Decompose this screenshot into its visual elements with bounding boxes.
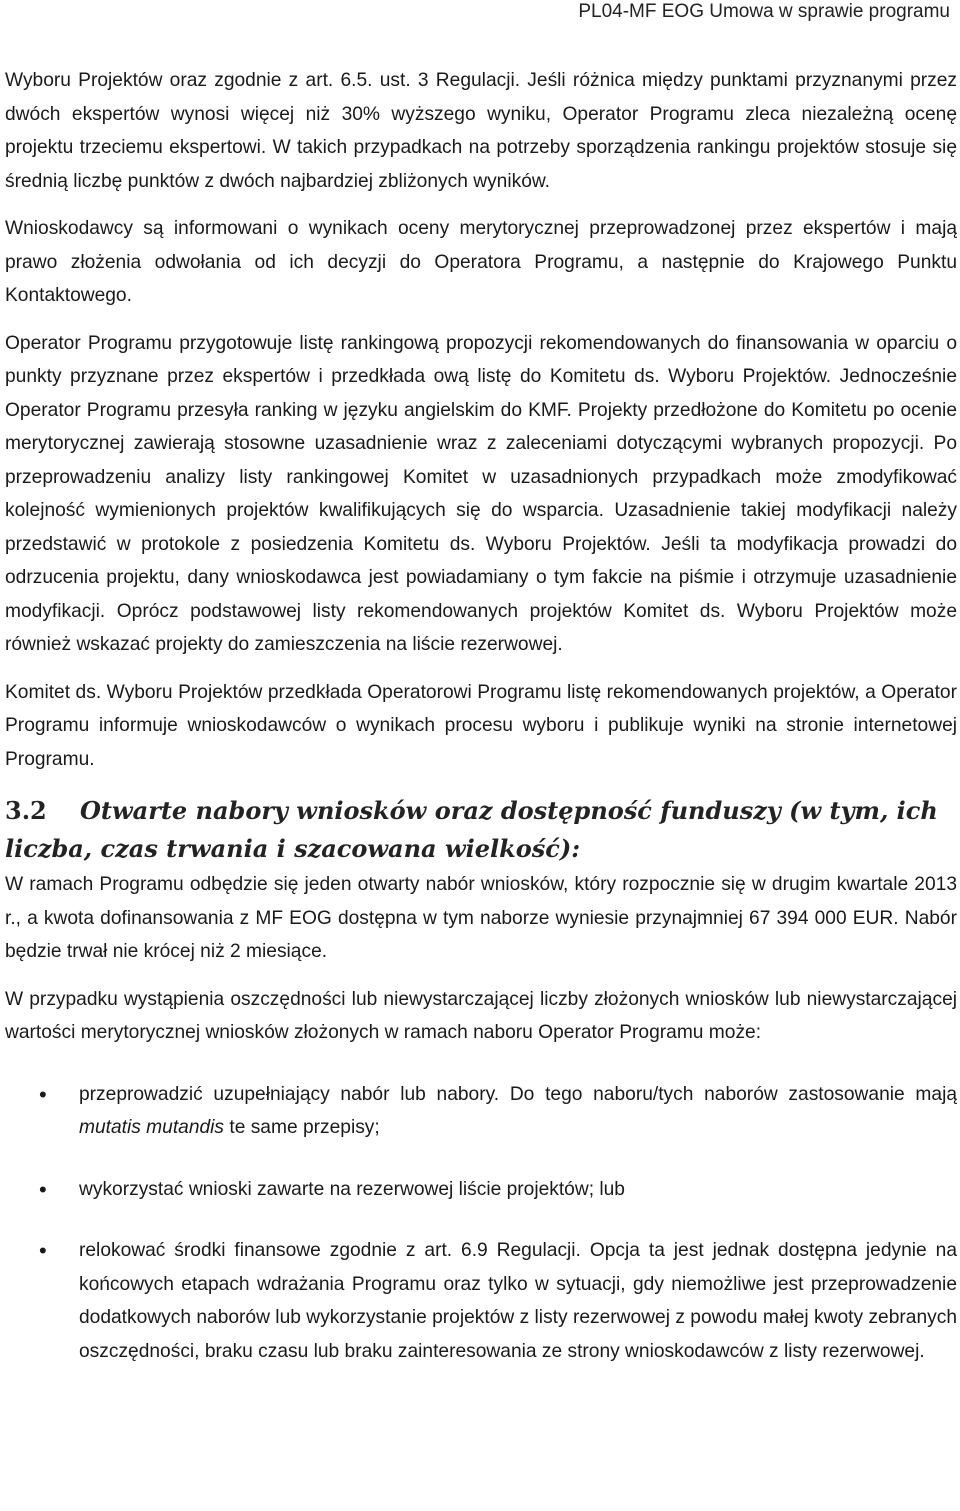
paragraph-committee-recommendation: Komitet ds. Wyboru Projektów przedkłada Operatorowi Programu listę rekomendowanych projektów, a Operator Programu informuje wnioskodawców o wynikach procesu wyboru i publikuje wyniki na stronie internetowej Programu. bbox=[5, 681, 957, 770]
bullet-icon: • bbox=[39, 1238, 47, 1263]
section-number: 3.2 bbox=[5, 796, 47, 825]
list-item bbox=[5, 1078, 957, 1145]
paragraph-expert-evaluation: Wyboru Projektów oraz zgodnie z art. 6.5. ust. 3 Regulacji. Jeśli różnica między punktami przyznanymi przez dwóch ekspertów wynosi więcej niż 30% wyższego wyniku, Operator Programu zleca niezależną ocenę projektu trzeciemu ekspertowi. W takich przypadkach na potrzeby sporządzenia rankingu projektów stosuje się średnią liczbę punktów z dwóch najbardziej zbliżonych wyników. bbox=[5, 70, 957, 192]
list-item bbox=[5, 1173, 957, 1207]
paragraph-open-call: W ramach Programu odbędzie się jeden otwarty nabór wniosków, który rozpocznie się w drugim kwartale 2013 r., a kwota dofinansowania z MF EOG dostępna w tym naborze wyniesie przynajmniej 67 394 000 EUR. Nabór będzie trwał nie krócej niż 2 miesiące. bbox=[5, 874, 957, 962]
section-title: Otwarte nabory wniosków oraz dostępność funduszy (w tym, ich liczba, czas trwania i szacowana wielkość): bbox=[5, 796, 938, 863]
list-item-text: wykorzystać wnioski zawarte na rezerwowej liście projektów; lub bbox=[79, 1178, 625, 1200]
list-item-text: relokować środki finansowe zgodnie z art. 6.9 Regulacji. Opcja ta jest jednak dostępna jedynie na końcowych etapach wdrażania Programu oraz tylko w sytuacji, gdy niemożliwe jest przeprowadzenie dodatkowych naborów lub wykorzystanie projektów z listy rezerwowej z powodu małej kwoty zebranych oszczędności, braku czasu lub braku zainteresowania ze strony wnioskodawców z listy rezerwowej. bbox=[79, 1240, 957, 1362]
document-body bbox=[5, 64, 957, 1396]
paragraph-ranking-list: Operator Programu przygotowuje listę rankingową propozycji rekomendowanych do finansowania w oparciu o punkty przyznane przez ekspertów i przedkłada ową listę do Komitetu ds. Wyboru Projektów. Jednocześnie Operator Programu przesyła ranking w języku angielskim do KMF. Projekty przedłożone do Komitetu po ocenie merytorycznej zawierają stosowne uzasadnienie wraz z zaleceniami dotyczącymi wybranych propozycji. Po przeprowadzeniu analizy listy rankingowej Komitet w uzasadnionych przypadkach może zmodyfikować kolejność wymienionych projektów kwalifikujących się do wsparcia. Uzasadnienie takiej modyfikacji należy przedstawić w protokole z posiedzenia Komitetu ds. Wyboru Projektów. Jeśli ta modyfikacja prowadzi do odrzucenia projektu, dany wnioskodawca jest powiadamiany o tym fakcie na piśmie i otrzymuje uzasadnienie modyfikacji. Oprócz podstawowej listy rekomendowanych projektów Komitet ds. Wyboru Projektów może również wskazać projekty do zamieszczenia na liście rezerwowej. bbox=[5, 332, 957, 655]
list-item-text-end: te same przepisy; bbox=[224, 1117, 380, 1138]
bullet-icon: • bbox=[39, 1081, 47, 1107]
section-heading bbox=[5, 792, 957, 868]
paragraph-appeal-rights: Wnioskodawcy są informowani o wynikach oceny merytorycznej przeprowadzonej przez ekspertów i mają prawo złożenia odwołania od ich decyzji do Operatora Programu, a następnie do Krajowego Punktu Kontaktowego. bbox=[5, 218, 957, 306]
bullet-icon: • bbox=[39, 1176, 47, 1202]
latin-term: mutatis mutandis bbox=[79, 1117, 225, 1138]
list-item bbox=[5, 1234, 957, 1368]
document-header: PL04-MF EOG Umowa w sprawie programu bbox=[578, 1, 950, 22]
paragraph-savings-options: W przypadku wystąpienia oszczędności lub niewystarczającej liczby złożonych wniosków lub niewystarczającej wartości merytorycznej wniosków złożonych w ramach naboru Operator Programu może: bbox=[5, 988, 957, 1043]
options-list bbox=[5, 1078, 957, 1369]
list-item-text: przeprowadzić uzupełniający nabór lub nabory. Do tego naboru/tych naborów zastosowanie mają bbox=[79, 1083, 957, 1105]
